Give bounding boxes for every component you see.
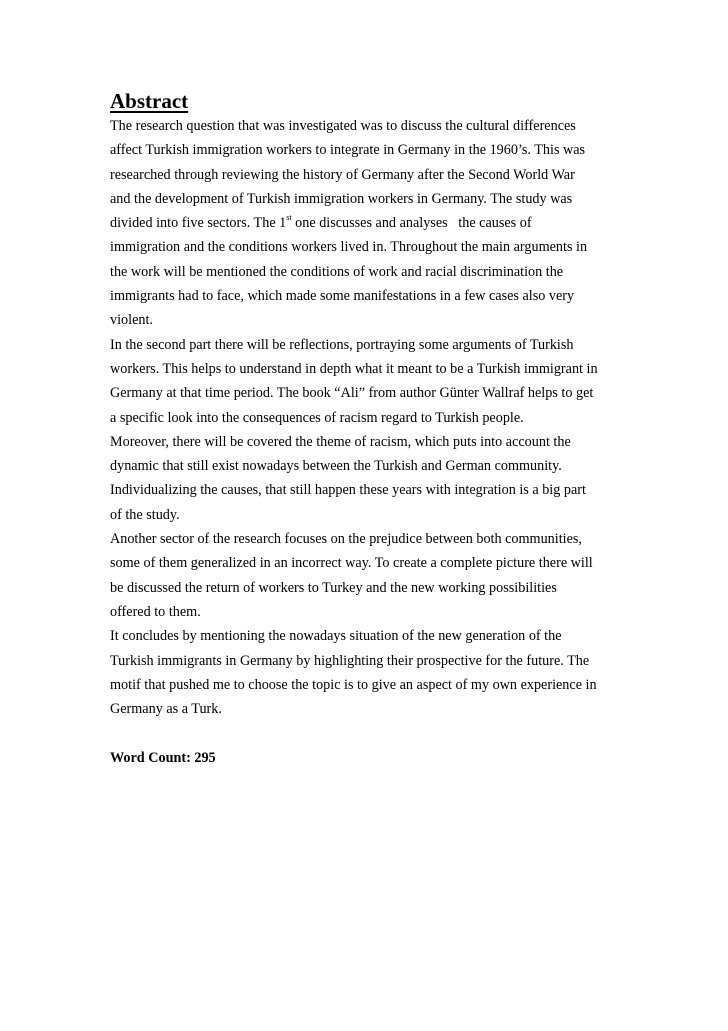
body-line: immigration and the conditions workers lived in. Throughout the main arguments in: [110, 239, 588, 256]
body-line: and the development of Turkish immigration workers in Germany. The study was: [110, 190, 573, 207]
body-line: Individualizing the causes, that still happen these years with integration is a big part: [110, 482, 586, 499]
body-line: offered to them.: [110, 603, 201, 620]
abstract-body: [110, 114, 630, 721]
body-line: researched through reviewing the history of Germany after the Second World War: [110, 166, 575, 183]
body-line-text: divided into five sectors. The 1: [110, 215, 287, 232]
body-line: Germany as a Turk.: [110, 701, 222, 718]
ordinal-superscript: st: [286, 213, 292, 223]
body-line: Another sector of the research focuses on the prejudice between both communities,: [110, 531, 582, 548]
document-page: [110, 88, 630, 770]
body-line: a specific look into the consequences of racism regard to Turkish people.: [110, 409, 524, 426]
body-line: Turkish immigrants in Germany by highlighting their prospective for the future. The: [110, 652, 590, 669]
body-line: the work will be mentioned the conditions of work and racial discrimination the: [110, 263, 564, 280]
body-line: be discussed the return of workers to Turkey and the new working possibilities: [110, 579, 557, 596]
abstract-heading: Abstract: [110, 89, 189, 113]
body-line: some of them generalized in an incorrect way. To create a complete picture there will: [110, 555, 593, 572]
body-line: The research question that was investigated was to discuss the cultural differences: [110, 118, 576, 134]
body-line-text: one discusses and analyses the causes of: [291, 215, 532, 232]
body-line: Germany at that time period. The book “Ali” from author Günter Wallraf helps to get: [110, 385, 594, 402]
body-line: [110, 211, 630, 235]
body-line: It concludes by mentioning the nowadays situation of the new generation of the: [110, 628, 562, 645]
body-line: of the study.: [110, 506, 180, 523]
body-line: dynamic that still exist nowadays between the Turkish and German community.: [110, 458, 562, 475]
body-line: workers. This helps to understand in depth what it meant to be a Turkish immigrant in: [110, 360, 598, 377]
body-line: Moreover, there will be covered the theme of racism, which puts into account the: [110, 433, 571, 450]
word-count: Word Count: 295: [110, 749, 216, 766]
body-line: affect Turkish immigration workers to integrate in Germany in the 1960’s. This was: [110, 142, 586, 159]
body-line: violent.: [110, 312, 153, 329]
body-line: In the second part there will be reflections, portraying some arguments of Turkish: [110, 336, 574, 353]
body-line: motif that pushed me to choose the topic is to give an aspect of my own experience in: [110, 676, 597, 693]
body-line: immigrants had to face, which made some manifestations in a few cases also very: [110, 288, 575, 305]
paragraph-gap: [110, 721, 630, 745]
